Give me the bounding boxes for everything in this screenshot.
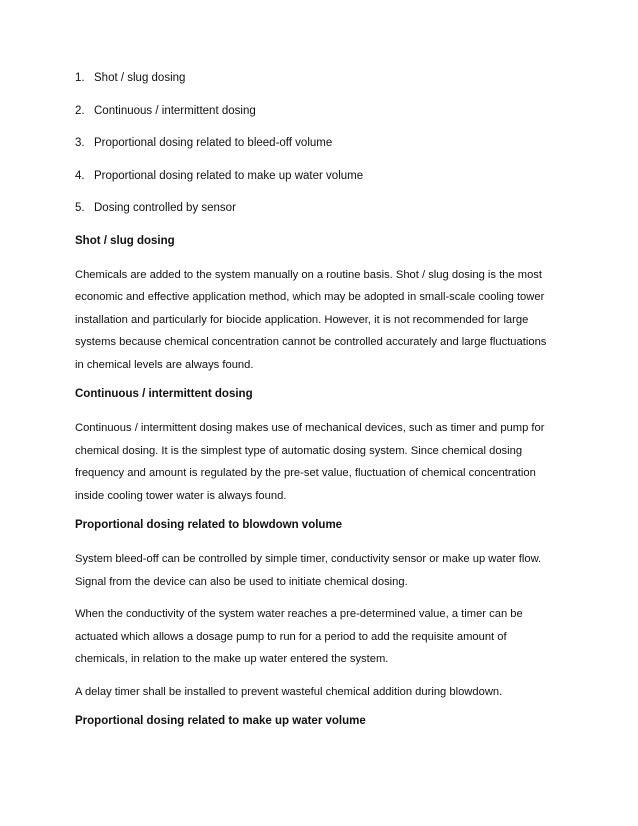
paragraph-line: Continuous / intermittent dosing makes use of mechanical devices, such as timer and pump for <box>75 422 545 434</box>
paragraph-line: installation and particularly for biocide application. However, it is not recommended for large <box>75 313 529 326</box>
paragraph-line: frequency and amount is regulated by the pre-set value, fluctuation of chemical concentration <box>75 467 536 479</box>
document-page <box>75 70 575 744</box>
paragraph-line: actuated which allows a dosage pump to run for a period to add the requisite amount of <box>75 630 507 643</box>
paragraph-line: When the conductivity of the system water reaches a pre-determined value, a timer can be <box>75 608 523 620</box>
list-item-text: Dosing controlled by sensor <box>94 202 236 214</box>
list-item-number: 5. <box>75 202 85 214</box>
paragraph-line: inside cooling tower water is always found. <box>75 489 287 502</box>
section-heading-shot-slug: Shot / slug dosing <box>75 234 175 247</box>
section-heading-blowdown: Proportional dosing related to blowdown volume <box>75 519 343 531</box>
paragraph-line: System bleed-off can be controlled by simple timer, conductivity sensor or make up water flow. <box>75 553 542 565</box>
list-item <box>75 200 575 216</box>
paragraph-blowdown-3 <box>75 681 575 704</box>
list-item <box>75 103 575 119</box>
list-item-number: 3. <box>75 137 85 149</box>
paragraph-blowdown-1 <box>75 548 575 593</box>
paragraph-shot-slug <box>75 264 575 377</box>
list-item <box>75 135 575 151</box>
paragraph-line: chemicals, in relation to the make up water entered the system. <box>75 653 389 665</box>
list-item-text: Proportional dosing related to bleed-off volume <box>94 137 333 149</box>
paragraph-blowdown-2 <box>75 603 575 671</box>
list-item <box>75 168 575 184</box>
list-item-text: Proportional dosing related to make up water volume <box>94 169 364 182</box>
section-heading-continuous: Continuous / intermittent dosing <box>75 388 253 400</box>
paragraph-line: economic and effective application method, which may be adopted in small-scale cooling tower <box>75 291 545 303</box>
dosing-methods-list <box>75 70 575 216</box>
list-item <box>75 70 575 86</box>
list-item-text: Shot / slug dosing <box>94 72 186 84</box>
paragraph-line: Signal from the device can also be used to initiate chemical dosing. <box>75 575 408 588</box>
paragraph-line: Chemicals are added to the system manually on a routine basis. Shot / slug dosing is the most <box>75 268 543 281</box>
paragraph-line: systems because chemical concentration cannot be controlled accurately and large fluctuations <box>75 336 547 348</box>
list-item-text: Continuous / intermittent dosing <box>94 104 256 117</box>
list-item-number: 1. <box>75 72 85 84</box>
list-item-number: 4. <box>75 169 85 182</box>
paragraph-line: A delay timer shall be installed to prevent wasteful chemical addition during blowdown. <box>75 685 503 698</box>
section-heading-makeup: Proportional dosing related to make up water volume <box>75 715 366 727</box>
paragraph-continuous <box>75 417 575 507</box>
paragraph-line: chemical dosing. It is the simplest type of automatic dosing system. Since chemical dosing <box>75 444 523 457</box>
list-item-number: 2. <box>75 104 85 117</box>
paragraph-line: in chemical levels are always found. <box>75 358 254 371</box>
